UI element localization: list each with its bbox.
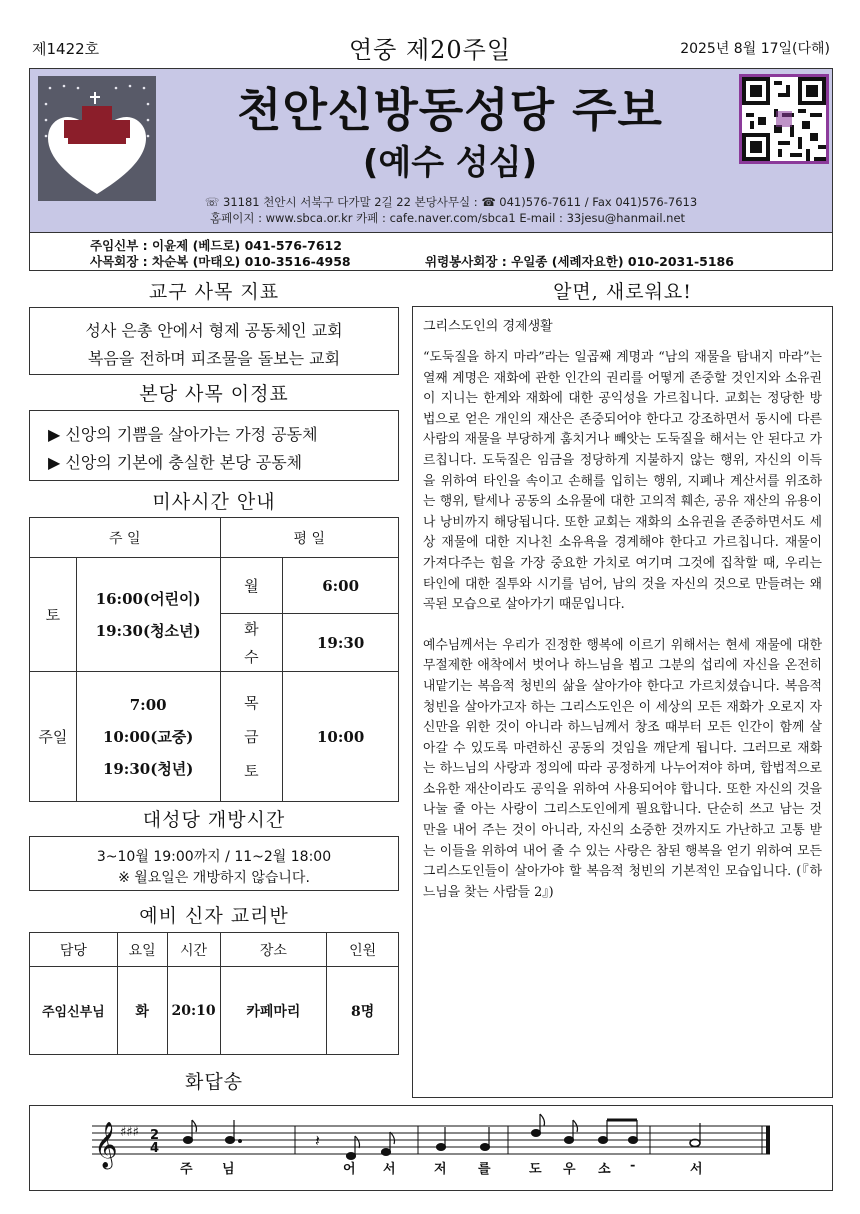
church-heart-logo-icon [38, 76, 156, 201]
bulletin-subtitle: (예수 성심) [362, 143, 538, 183]
catechism-header: 담당 [30, 933, 118, 967]
hymn-score [29, 1105, 833, 1191]
catechism-header: 요일 [117, 933, 167, 967]
mass-sun-label: 주일 [30, 672, 77, 802]
issue-date: 2025년 8월 17일(다해) [680, 41, 830, 57]
svg-text:𝄽: 𝄽 [315, 1131, 320, 1150]
staff-band [29, 233, 833, 271]
parish-goal-line-1: ▶ 신앙의 기쁨을 살아가는 가정 공동체 [48, 425, 318, 444]
mass-col-weekday: 평 일 [220, 518, 399, 558]
catechism-cell: 8명 [327, 967, 399, 1055]
opening-hours-box [29, 836, 399, 891]
mass-tue-labels [220, 614, 283, 672]
article-subtitle: 그리스도인의 경제생활 [423, 319, 553, 334]
mass-col-sunday: 주 일 [30, 518, 221, 558]
issue-number: 제1422호 [32, 40, 100, 58]
table-row [30, 967, 399, 1055]
hymn-lyric: 서 [690, 1162, 703, 1177]
diocese-goal-heading: 교구 사목 지표 [148, 281, 280, 303]
svg-text:4: 4 [150, 1141, 160, 1156]
mass-fri-label: 금 [244, 727, 259, 746]
mass-sat-time-2: 19:30(청소년) [95, 621, 201, 640]
mass-tue-time: 19:30 [283, 614, 399, 672]
article-paragraph-1: “도둑질을 하지 마라”라는 일곱째 계명과 “남의 재물을 탐내지 마라”는 열째 계명은 재화에 관한 인간의 권리를 어떻게 존중할 것인지와 소유권이 지니는 한계와 재화에 대한 공익성을 가르칩니다. 교회는 정당한 방법으로 얻은 개인의 재산은 존중되어야 한다고 강조하면서 동시에 다른 사람의 재물을 부당하게 훔치거나 빼앗는 도둑질을 해서는 안 된다고 가르칩니다. 도둑질은 임금을 정당하게 지불하지 않는 행위, 자신의 이득을 위하여 타인을 속이고 손해를 입히는 행위, 지폐나 계산서를 위조하는 행위, 탈세나 공동의 소유물에 대한 고의적 훼손, 공유 재산의 유용이나 낭비까지 해당됩니다. 또한 교회는 재화의 소유권을 존중하면서도 세상 재물에 대한 지나친 소유욕을 경계해야 한다고 가르칩니다. 재물이 가져다주는 힘을 가장 중요한 가치로 여기며 그것에 집착할 때, 우리는 타인에 대한 질투와 시기를 넘어, 남의 것을 자신의 것으로 만들려는 왜곡된 모습으로 살아가기 때문입니다. [423, 350, 822, 613]
staff-council-president: 사목회장 : 차순복 (마태오) 010-3516-4958 [90, 254, 351, 269]
opening-hours-line-2: ※ 월요일은 개방하지 않습니다. [118, 870, 310, 886]
catechism-header: 시간 [167, 933, 220, 967]
article-paragraph-2: 예수님께서는 우리가 진정한 행복에 이르기 위해서는 현세 재물에 대한 무절제한 애착에서 벗어나 하느님을 뵙고 그분의 섭리에 자신을 온전히 내맡기는 복음적 청빈의 삶을 살아가야 한다고 가르치셨습니다. 복음적 청빈을 살아가고자 하는 그리스도인은 이 세상의 모든 재화가 오로지 자신만을 위한 것이 아니라 하느님께서 창조 때부터 모든 인간이 함께 살아갈 수 있도록 마련하신 공동의 것임을 깨닫게 됩니다. 그러므로 재화는 하느님의 사랑과 정의에 따라 공정하게 나누어져야 하며, 합법적으로 소유한 재산이라도 공익을 위하여 사용되어야 합니다. 또한 자신의 것을 나눌 줄 아는 사랑이 그리스도인에게 필요합니다. 단순히 쓰고 남는 것만을 내어 주는 것이 아니라, 자신의 소중한 것까지도 가난하고 고통 받는 이들을 위하여 내어 줄 수 있는 사랑은 참된 행복을 얻기 위하여 모든 그리스도인들이 살아가야 할 복음적 청빈의 기본적인 모습입니다. (『하느님을 찾는 사람들 2』) [423, 637, 822, 900]
diocese-goal-line-1: 성사 은총 안에서 형제 공동체인 교회 [85, 321, 343, 340]
svg-text:𝄞: 𝄞 [94, 1122, 118, 1168]
mass-sat-time-1: 16:00(어린이) [95, 589, 201, 608]
mass-mon-time: 6:00 [283, 558, 399, 614]
staff-funeral-head: 위령봉사회장 : 우일종 (세례자요한) 010-2031-5186 [425, 254, 734, 269]
hymn-lyric: 도 [529, 1162, 542, 1177]
hymn-lyric: 소 [598, 1162, 611, 1177]
hymn-lyric: 주 [180, 1162, 193, 1177]
catechism-header: 장소 [220, 933, 327, 967]
mass-sun-times [76, 672, 220, 802]
catechism-table [29, 932, 399, 1055]
catechism-cell: 주임신부님 [30, 967, 118, 1055]
hymn-heading: 화답송 [184, 1071, 244, 1093]
qr-code-icon[interactable] [739, 74, 829, 164]
mass-times-heading: 미사시간 안내 [152, 491, 276, 513]
article-box [412, 306, 833, 1098]
mass-sat-label: 토 [30, 558, 77, 672]
hymn-lyric: 어 [343, 1162, 356, 1177]
hymn-lyric: 를 [478, 1162, 491, 1177]
mass-thu-label: 목 [244, 693, 259, 712]
mass-sun-time-1: 7:00 [129, 695, 167, 714]
mass-sat-weekday-label: 토 [244, 761, 259, 780]
church-address: ☏ 31181 천안시 서북구 다가말 2길 22 본당사무실 : ☎ 041)576-7611 / Fax 041)576-7613 [205, 195, 698, 209]
hymn-lyric: 우 [563, 1162, 576, 1177]
mass-thu-time: 10:00 [283, 672, 399, 802]
opening-hours-line-1: 3~10월 19:00까지 / 11~2월 18:00 [96, 849, 332, 865]
mass-tue-label: 화 [244, 619, 259, 638]
parish-goal-heading: 본당 사목 이정표 [139, 383, 289, 405]
catechism-cell: 화 [117, 967, 167, 1055]
mass-mon-label: 월 [220, 558, 283, 614]
catechism-header: 인원 [327, 933, 399, 967]
diocese-goal-line-2: 복음을 전하며 피조물을 돌보는 교회 [87, 349, 341, 368]
mass-sat-times [76, 558, 220, 672]
parish-goal-box [29, 410, 399, 481]
article-heading: 알면, 새로워요! [553, 281, 692, 303]
mass-wed-label: 수 [244, 647, 259, 666]
mass-sun-time-3: 19:30(청년) [102, 759, 194, 778]
hymn-lyric: - [630, 1158, 636, 1173]
liturgical-week: 연중 제20주일 [348, 36, 512, 64]
bulletin-title: 천안신방동성당 주보 [237, 83, 663, 137]
opening-hours-heading: 대성당 개방시간 [142, 809, 286, 831]
mass-thu-labels [220, 672, 283, 802]
catechism-heading: 예비 신자 교리반 [139, 905, 289, 927]
hymn-lyric: 님 [222, 1162, 235, 1177]
church-web-contacts[interactable]: 홈페이지 : www.sbca.or.kr 카페 : cafe.naver.com/sbca1 E-mail : 33jesu@hanmail.net [210, 211, 686, 225]
hymn-lyric: 서 [383, 1162, 396, 1177]
staff-pastor: 주임신부 : 이윤제 (베드로) 041-576-7612 [90, 238, 342, 253]
mass-sun-time-2: 10:00(교중) [102, 727, 194, 746]
svg-text:2: 2 [150, 1128, 160, 1143]
catechism-cell: 20:10 [167, 967, 220, 1055]
music-staff-icon [30, 1106, 834, 1192]
diocese-goal-box [29, 307, 399, 375]
catechism-cell: 카페마리 [220, 967, 327, 1055]
parish-goal-line-2: ▶ 신앙의 기본에 충실한 본당 공동체 [48, 453, 303, 472]
svg-text:♯♯♯: ♯♯♯ [120, 1125, 139, 1140]
hymn-lyric: 저 [434, 1162, 447, 1177]
mass-times-table [29, 517, 399, 802]
